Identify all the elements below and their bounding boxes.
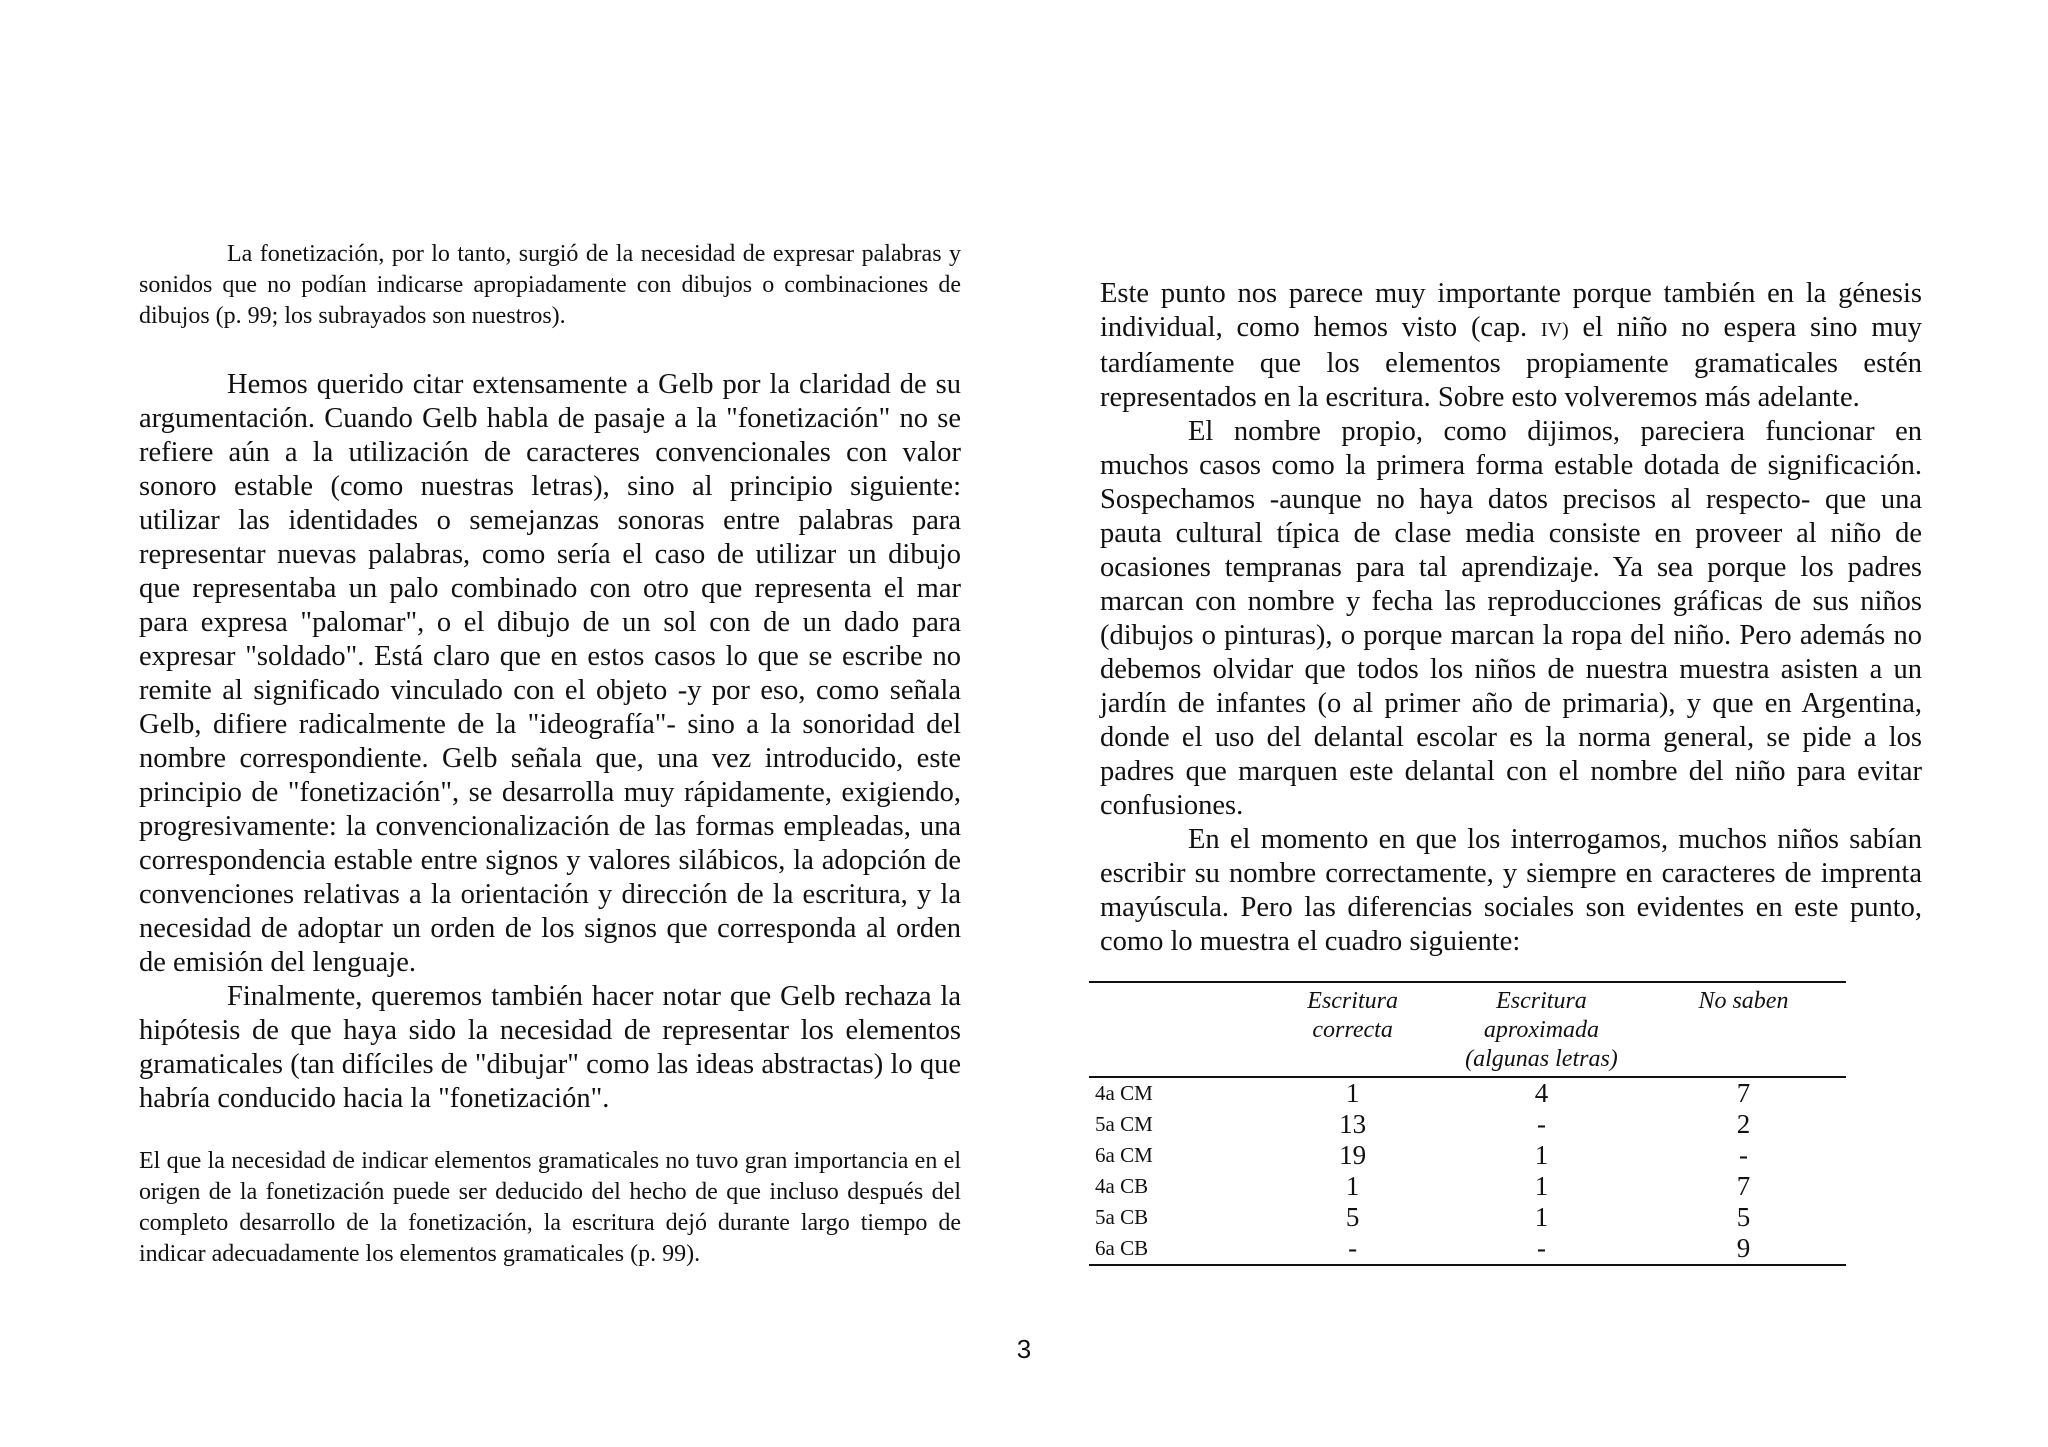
table-row (1089, 1140, 1846, 1171)
table-header-row (1089, 982, 1846, 1077)
header-line: No saben (1698, 988, 1789, 1014)
cell-no-saben: 9 (1736, 1233, 1751, 1263)
block-quote-fonetizacion: La fonetización, por lo tanto, surgió de la necesidad de expresar palabras y sonidos que no podían indicarse apropiadamente con dibujos o combinaciones de dibujos (p. 99; los subrayados son nuestros). (139, 241, 961, 329)
cell-no-saben: 7 (1736, 1078, 1751, 1108)
header-line: (algunas letras) (1465, 1046, 1618, 1072)
table-row (1089, 1233, 1846, 1265)
cell-correcta: 1 (1345, 1171, 1360, 1201)
table-header-escritura-aproximada (1442, 982, 1641, 1077)
paragraph-text-before-ref: Este punto nos parece muy importante porque también en la génesis individual, como hemos visto (cap. (1100, 278, 1922, 343)
row-label: 6a CM (1095, 1143, 1153, 1167)
right-column (1100, 277, 1922, 959)
header-line: aproximada (1483, 1017, 1600, 1043)
table-row (1089, 1077, 1846, 1109)
header-line: Escritura (1496, 988, 1587, 1014)
row-label: 5a CM (1095, 1112, 1153, 1136)
cell-aproximada: - (1536, 1109, 1546, 1139)
paragraph-punto-importante (1100, 277, 1922, 415)
cell-aproximada: 1 (1534, 1140, 1549, 1170)
table-header-no-saben (1641, 982, 1846, 1077)
cell-no-saben: 2 (1736, 1109, 1751, 1139)
table-header-empty (1089, 982, 1263, 1077)
row-label: 5a CB (1095, 1205, 1149, 1229)
paragraph-gelb-rechaza: Finalmente, queremos también hacer notar que Gelb rechaza la hipótesis de que haya sido la necesidad de representar los elementos gramaticales (tan difíciles de "dibujar" como las ideas abstractas) lo que habría conducido hacia la "fonetización". (139, 981, 961, 1114)
chapter-reference: IV) (1540, 319, 1569, 341)
paragraph-text-after-ref: el niño no espera sino muy tardíamente que los elementos propiamente gramaticales estén representados en la escritura. Sobre esto volveremos más adelante. (1100, 312, 1922, 413)
cell-correcta: 1 (1345, 1078, 1360, 1108)
paragraph-gelb-argument: Hemos querido citar extensamente a Gelb por la claridad de su argumentación. Cuando Gelb habla de pasaje a la "fonetización" no se refiere aún a la utilización de caracteres convencionales con valor sonoro estable (como nuestras letras), sino al principio siguiente: utilizar las identidades o semejanzas sonoras entre palabras para representar nuevas palabras, como sería el caso de utilizar un dibujo que representaba un palo combinado con otro que representa el mar para expresa "palomar", o el dibujo de un sol con de un dado para expresar "soldado". Está claro que en estos casos lo que se escribe no remite al significado vinculado con el objeto -y por eso, como señala Gelb, difiere radicalmente de la "ideografía"- sino a la sonoridad del nombre correspondiente. Gelb señala que, una vez introducido, este principio de "fonetización", se desarrolla muy rápidamente, exigiendo, progresivamente: la convencionalización de las formas empleadas, una correspondencia estable entre signos y valores silábicos, la adopción de convenciones relativas a la orientación y dirección de la escritura, y la necesidad de adoptar un orden de los signos que corresponda al orden de emisión del lenguaje. (139, 369, 961, 978)
cell-aproximada: - (1536, 1233, 1546, 1263)
page-number: 3 (1016, 1334, 1032, 1364)
block-quote-gramaticales: El que la necesidad de indicar elementos gramaticales no tuvo gran importancia en el origen de la fonetización puede ser deducido del hecho de que incluso después del completo desarrollo de la fonetización, la escritura dejó durante largo tiempo de indicar adecuadamente los elementos gramaticales (p. 99). (139, 1148, 961, 1267)
cell-no-saben: 5 (1736, 1202, 1751, 1232)
cell-aproximada: 1 (1534, 1171, 1549, 1201)
cell-correcta: 5 (1345, 1202, 1360, 1232)
row-label: 4a CB (1095, 1174, 1149, 1198)
cell-correcta: 19 (1339, 1140, 1367, 1170)
header-line: correcta (1312, 1017, 1393, 1043)
header-line: Escritura (1307, 988, 1398, 1014)
table-row (1089, 1171, 1846, 1202)
cell-no-saben: 7 (1736, 1171, 1751, 1201)
table-row (1089, 1109, 1846, 1140)
paragraph-interrogamos: En el momento en que los interrogamos, muchos niños sabían escribir su nombre correctamente, y siempre en caracteres de imprenta mayúscula. Pero las diferencias sociales son evidentes en este punto, como lo muestra el cuadro siguiente: (1100, 824, 1922, 957)
paragraph-nombre-propio: El nombre propio, como dijimos, pareciera funcionar en muchos casos como la primera forma estable dotada de significación. Sospechamos -aunque no haya datos precisos al respecto- que una pauta cultural típica de clase media consiste en proveer al niño de ocasiones tempranas para tal aprendizaje. Ya sea porque los padres marcan con nombre y fecha las reproducciones gráficas de sus niños (dibujos o pinturas), o porque marcan la ropa del niño. Pero además no debemos olvidar que todos los niños de nuestra muestra asisten a un jardín de infantes (o al primer año de primaria), y que en Argentina, donde el uso del delantal escolar es la norma general, se pide a los padres que marquen este delantal con el nombre del niño para evitar confusiones. (1100, 416, 1922, 821)
results-table (1089, 981, 1846, 1266)
cell-aproximada: 4 (1534, 1078, 1549, 1108)
row-label: 4a CM (1095, 1081, 1153, 1105)
table-row (1089, 1202, 1846, 1233)
row-label: 6a CB (1095, 1236, 1149, 1260)
cell-aproximada: 1 (1534, 1202, 1549, 1232)
left-column (139, 239, 961, 1270)
cell-correcta: - (1348, 1233, 1358, 1263)
table-header-escritura-correcta (1263, 982, 1442, 1077)
cell-correcta: 13 (1339, 1109, 1367, 1139)
cell-no-saben: - (1738, 1140, 1748, 1170)
